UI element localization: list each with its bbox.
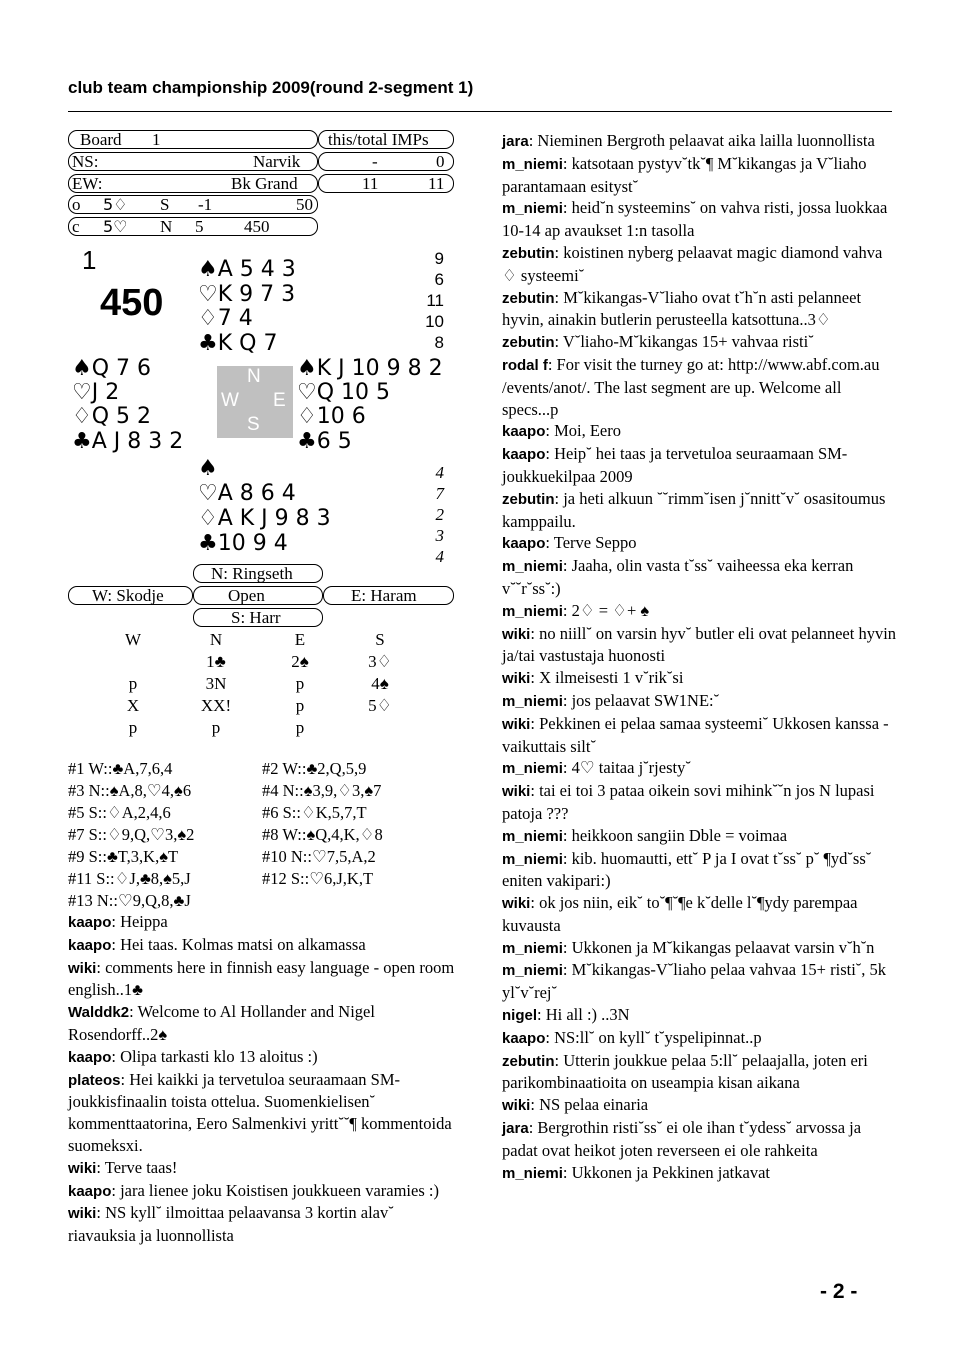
chat-text: : For visit the turney go at: http://www.abf.com.au /events/anot/. The last segment are up. Welcome all specs...p: [502, 354, 880, 419]
ns-this: -: [372, 152, 378, 171]
title-rule: [68, 111, 892, 112]
chat-message: [68, 1001, 458, 1046]
chat-author: wiki: [68, 959, 97, 977]
chat-author: rodal f: [502, 356, 548, 374]
east-clubs: ♣6 5: [297, 429, 352, 454]
bid-header-e: E: [294, 630, 306, 649]
chat-message: [502, 354, 898, 420]
chat-author: wiki: [68, 1205, 97, 1223]
west-diamonds: ♢Q 5 2: [72, 404, 152, 429]
chat-author: m_niemi: [502, 692, 563, 710]
hcp-east-count: 11: [426, 291, 444, 310]
chat-author: m_niemi: [502, 760, 563, 778]
trick: #11 S::♢J,♣8,♠5,J: [68, 869, 191, 888]
chat-message: [502, 443, 898, 488]
chat-author: wiki: [502, 1097, 531, 1115]
chat-author: m_niemi: [502, 602, 563, 620]
chat-author: zebutin: [502, 1052, 555, 1070]
page-title: club team championship 2009(round 2-segment 1): [68, 78, 474, 97]
chat-message: [502, 1004, 898, 1027]
chat-text: : Terve Seppo: [545, 533, 637, 553]
chat-text: : Terve taas!: [96, 1157, 178, 1177]
chat-text: : heikkoon sangiin Dble = voimaa: [562, 825, 788, 845]
chat-text: : Hi all :) ..3N: [537, 1005, 630, 1025]
chat-author: wiki: [68, 1159, 97, 1177]
chat-author: m_niemi: [502, 962, 563, 980]
deal-score: 450: [100, 282, 164, 324]
bid: XX!: [200, 696, 232, 715]
trick-count-4: 3: [435, 526, 444, 545]
chat-text: : ok jos niin, eik˘ to˘¶˘¶e k˘delle l˘¶ydy parempaa kuvausta: [502, 893, 858, 935]
chat-message: [68, 934, 458, 957]
chat-author: plateos: [68, 1071, 121, 1089]
chat-author: m_niemi: [502, 850, 563, 868]
chat-message: [502, 1162, 898, 1185]
board-number: 1: [152, 130, 161, 149]
chat-text: : no niill˘ on varsin hyv˘ butler eli ovat pelanneet hyvin ja/tai vastustaja huonosti: [502, 623, 897, 666]
board-label: Board: [80, 130, 122, 149]
bid: 5♢: [368, 696, 392, 715]
chat-message: [68, 1046, 458, 1069]
chat-text: : V˘liaho-M˘kikangas 15+ vahvaa risti˘: [554, 332, 814, 352]
chat-text: : Hei kaikki ja tervetuloa seuraamaan SM-joukkisfinaalin toista ottelua. Suomenkielisen˘ kommenttaatorina, Eero Salmenkivi yritt˘˘¶ kommentoida suomeksxi.: [68, 1069, 452, 1155]
hcp-extra-count: 8: [434, 333, 444, 352]
chat-text: : Ukkonen ja M˘kikangas pelaavat varsin v˘h˘n: [562, 937, 875, 957]
chat-text: : comments here in finnish easy language - open room english..1♣: [68, 957, 455, 1000]
imps-col-label: this/total IMPs: [328, 130, 429, 149]
chat-message: [68, 1157, 458, 1180]
open-result: -1: [198, 195, 213, 214]
chat-text: : Bergrothin risti˘ss˘ ei ole ihan t˘ydess˘ arvossa ja padat ovat heikot joten reverseen ei ole rahkeita: [502, 1118, 862, 1160]
trick-count-2: 7: [435, 484, 444, 503]
bid: 3N: [205, 674, 227, 693]
chat-text: : Welcome to Al Hollander and Nigel Rosendorff..2♠: [68, 1002, 375, 1044]
ew-team: Bk Grand: [231, 174, 298, 193]
closed-room-tag: c: [72, 217, 80, 236]
chat-message: [68, 1202, 458, 1247]
chat-author: wiki: [502, 895, 531, 913]
bid: p: [295, 718, 305, 737]
bid: p: [295, 696, 305, 715]
chat-message: [502, 555, 898, 600]
chat-text: : M˘kikangas-V˘liaho ovat t˘h˘n asti pelanneet hyvin, ainakin butlerin perusteella katsottuna..3♢: [502, 287, 862, 330]
chat-text: : tai ei toi 3 pataa oikein sovi mihink˘˘n jos N lupasi patoja ???: [502, 781, 875, 823]
left-commentary: [68, 911, 458, 1247]
chat-message: [502, 1117, 898, 1162]
trick: #4 N::♠3,9,♢3,♠7: [262, 781, 382, 800]
chat-text: : Pekkinen ei pelaa samaa systeemi˘ Ukkosen kanssa - vaikuttais silt˘: [502, 713, 889, 756]
chat-message: [502, 153, 898, 198]
open-room-tag: o: [72, 195, 81, 214]
chat-text: : Heip˘ hei taas ja tervetuloa seuraamaan SM-joukkuekilpaa 2009: [502, 444, 848, 486]
chat-text: : NS kyll˘ ilmoittaa pelaavansa 3 kortin alav˘ riavauksia ja luonnollista: [68, 1203, 394, 1246]
chat-author: wiki: [502, 670, 531, 688]
hcp-west-count: 6: [434, 270, 444, 289]
chat-author: kaapo: [502, 423, 546, 441]
east-spades: ♠K J 10 9 8 2: [297, 356, 443, 381]
chat-author: zebutin: [502, 289, 555, 307]
deal-board-number: 1: [82, 245, 97, 275]
chat-text: : Ukkonen ja Pekkinen jatkavat: [562, 1162, 770, 1182]
ew-this: 11: [362, 174, 379, 193]
bid: p: [128, 718, 138, 737]
chat-author: nigel: [502, 1007, 538, 1025]
trick: #12 S::♡6,J,K,T: [262, 869, 374, 888]
ns-label: NS:: [72, 152, 99, 171]
hcp-south-count: 10: [425, 312, 444, 331]
chat-author: kaapo: [502, 446, 546, 464]
bid: 3♢: [368, 652, 392, 671]
chat-author: kaapo: [502, 1029, 546, 1047]
chat-message: [502, 1027, 898, 1050]
chat-author: zebutin: [502, 490, 555, 508]
chat-message: [502, 959, 898, 1004]
chat-message: [502, 713, 898, 758]
south-player: S: Harr: [231, 608, 281, 627]
chat-message: [502, 1050, 898, 1095]
south-hearts: ♡A 8 6 4: [198, 481, 296, 506]
chat-text: : Moi, Eero: [545, 421, 621, 441]
north-diamonds: ♢7 4: [198, 306, 253, 331]
chat-message: [502, 600, 898, 623]
south-diamonds: ♢A K J 9 8 3: [198, 506, 331, 531]
right-commentary: [502, 130, 898, 1184]
chat-author: m_niemi: [502, 1164, 563, 1182]
closed-result: 5: [195, 217, 204, 236]
west-clubs: ♣A J 8 3 2: [72, 429, 184, 454]
bid-header-n: N: [209, 630, 223, 649]
chat-message: [68, 957, 458, 1002]
chat-message: [502, 287, 898, 332]
chat-text: : jara lienee joku Koistisen joukkueen varamies :): [111, 1180, 439, 1200]
closed-declarer: N: [160, 217, 173, 236]
chat-text: : Hei taas. Kolmas matsi on alkamassa: [111, 934, 366, 954]
chat-author: wiki: [502, 715, 531, 733]
chat-author: kaapo: [502, 535, 546, 553]
closed-contract: 5♡: [103, 217, 128, 236]
chat-message: [502, 825, 898, 848]
west-hearts: ♡J 2: [72, 380, 120, 405]
chat-text: : kib. huomautti, ett˘ P ja I ovat t˘ss˘ p˘ ¶yd˘ss˘ eniten vakipari:): [502, 848, 872, 891]
chat-author: m_niemi: [502, 200, 563, 218]
north-player: N: Ringseth: [211, 564, 293, 583]
compass-north: N: [247, 366, 261, 387]
chat-author: wiki: [502, 783, 531, 801]
south-spades: ♠: [198, 456, 218, 481]
compass: [217, 366, 293, 438]
chat-author: jara: [502, 133, 529, 150]
trick: #10 N::♡7,5,A,2: [262, 847, 376, 866]
trick-count-1: 4: [435, 463, 444, 482]
chat-message: [502, 757, 898, 780]
chat-author: m_niemi: [502, 827, 563, 845]
chat-message: [502, 420, 898, 443]
chat-message: [502, 937, 898, 960]
trick: #2 W::♣2,Q,5,9: [262, 759, 367, 778]
chat-text: : X ilmeisesti 1 v˘rik˘si: [530, 668, 684, 688]
ew-label: EW:: [72, 174, 103, 193]
chat-author: zebutin: [502, 244, 555, 262]
chat-author: kaapo: [68, 1048, 112, 1066]
chat-author: kaapo: [68, 936, 112, 954]
trick: #1 W::♣A,7,6,4: [68, 759, 173, 778]
compass-south: S: [247, 414, 260, 435]
chat-message: [502, 623, 898, 668]
closed-score: 450: [244, 217, 270, 236]
bid: 4♠: [371, 674, 389, 693]
bid: 2♠: [291, 652, 309, 671]
chat-message: [502, 532, 898, 555]
chat-message: [68, 1180, 458, 1203]
trick: #7 S::♢9,Q,♡3,♠2: [68, 825, 195, 844]
ns-team: Narvik: [253, 152, 301, 171]
trick-count-3: 2: [435, 505, 444, 524]
bid-header-s: S: [375, 630, 385, 649]
chat-author: kaapo: [68, 1182, 112, 1200]
chat-message: [502, 488, 898, 533]
ew-total: 11: [428, 174, 445, 193]
chat-text: : NS pelaa einaria: [530, 1095, 649, 1115]
chat-text: : ja heti alkuun ˘˘rimm˘isen j˘nnitt˘v˘ osasitoumus kamppailu.: [502, 488, 886, 531]
chat-message: [502, 242, 898, 287]
chat-author: wiki: [502, 625, 531, 643]
west-spades: ♠Q 7 6: [72, 356, 152, 381]
north-spades: ♠A 5 4 3: [198, 257, 296, 282]
chat-message: [502, 892, 898, 937]
ns-imps-box: [318, 152, 454, 171]
bid: p: [128, 674, 138, 693]
chat-author: jara: [502, 1120, 529, 1138]
open-contract: 5♢: [103, 195, 128, 214]
chat-message: [502, 130, 898, 153]
chat-text: : Jaaha, olin vasta t˘ss˘ vaiheessa eka kerran v˘˘r˘ss˘:): [502, 556, 854, 598]
page-number: - 2 -: [820, 1280, 858, 1303]
chat-author: m_niemi: [502, 558, 563, 576]
trick: #8 W::♠Q,4,K,♢8: [262, 825, 383, 844]
chat-message: [68, 1069, 458, 1157]
chat-author: kaapo: [68, 914, 112, 931]
chat-author: Walddk2: [68, 1004, 130, 1022]
chat-message: [502, 848, 898, 893]
trick: #9 S::♣T,3,K,♠T: [68, 847, 179, 866]
east-player: E: Haram: [351, 586, 417, 605]
chat-text: : 4♡ taitaa j˘rjesty˘: [562, 758, 691, 778]
chat-text: : Nieminen Bergroth pelaavat aika lailla luonnollista: [528, 131, 875, 150]
hcp-north-count: 9: [434, 249, 444, 268]
bid: 1♣: [206, 652, 226, 671]
open-score: 50: [296, 195, 313, 214]
chat-message: [502, 197, 898, 242]
chat-message: [502, 331, 898, 354]
chat-message: [502, 780, 898, 825]
bid-header-w: W: [124, 630, 142, 649]
chat-author: zebutin: [502, 334, 555, 352]
chat-message: [502, 667, 898, 690]
bid: X: [126, 696, 140, 715]
bid: p: [211, 718, 221, 737]
trick: #5 S::♢A,2,4,6: [68, 803, 171, 822]
bid: p: [295, 674, 305, 693]
compass-east: E: [273, 390, 286, 411]
chat-text: : M˘kikangas-V˘liaho pelaa vahvaa 15+ risti˘, 5k yl˘v˘rej˘: [502, 960, 887, 1003]
chat-author: m_niemi: [502, 939, 563, 957]
east-diamonds: ♢10 6: [297, 404, 366, 429]
chat-text: : Utterin joukkue pelaa 5:ll˘ pelaajalla, joten eri parikombinaatioita on useampia kisan aikana: [502, 1050, 868, 1093]
trick: #13 N::♡9,Q,8,♣J: [68, 891, 191, 910]
room-name: Open: [228, 586, 265, 605]
chat-message: [502, 1094, 898, 1117]
west-player: W: Skodje: [92, 586, 164, 605]
trick: #6 S::♢K,5,7,T: [262, 803, 367, 822]
chat-text: : jos pelaavat SW1NE:˘: [562, 690, 720, 710]
ns-total: 0: [436, 152, 445, 171]
trick: #3 N::♠A,8,♡4,♠6: [68, 781, 192, 800]
chat-message: [502, 690, 898, 713]
north-hearts: ♡K 9 7 3: [198, 282, 296, 307]
east-hearts: ♡Q 10 5: [297, 380, 391, 405]
open-declarer: S: [160, 195, 170, 214]
trick-count-5: 4: [435, 547, 444, 566]
chat-text: : 2♢ = ♢+ ♠: [562, 600, 650, 620]
chat-text: : katsotaan pystyv˘tk˘¶ M˘kikangas ja V˘liaho parantamaan esityst˘: [502, 153, 867, 196]
chat-text: : Heippa: [111, 912, 168, 931]
chat-author: m_niemi: [502, 155, 563, 173]
chat-text: : koistinen nyberg pelaavat magic diamond vahva ♢ systeemi˘: [502, 242, 883, 285]
compass-west: W: [221, 390, 239, 411]
chat-text: : heid˘n systeemins˘ on vahva risti, jossa luokkaa 10-14 ap avaukset 1:n tasolla: [502, 198, 888, 241]
chat-message: [68, 911, 458, 934]
chat-text: : NS:ll˘ on kyll˘ t˘yspelipinnat..p: [545, 1027, 762, 1047]
chat-text: : Olipa tarkasti klo 13 aloitus :): [111, 1046, 318, 1066]
south-clubs: ♣10 9 4: [198, 531, 288, 556]
north-clubs: ♣K Q 7: [198, 331, 278, 356]
